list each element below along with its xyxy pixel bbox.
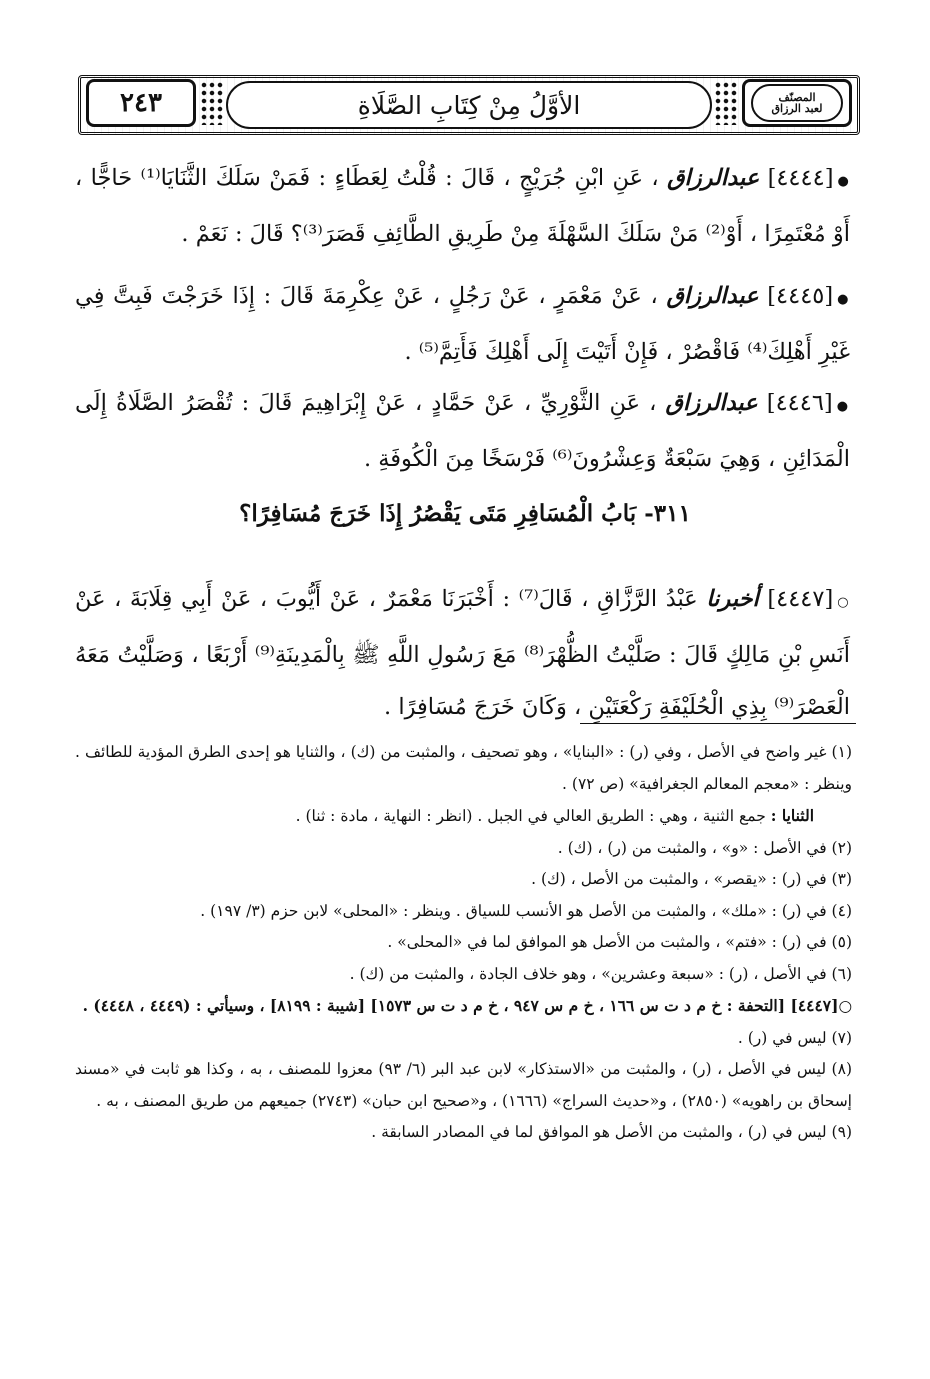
ornament-icon <box>714 81 738 125</box>
chapter-title: ٣١١- بَابُ الْمُسَافِرِ مَتَى يَقْصُرُ إِذَا خَرَجَ مُسَافِرًا؟ <box>239 500 691 527</box>
definition-term: الثنايا : <box>770 806 814 825</box>
footnote-8: (٨) ليس في الأصل ، (ر) ، والمثبت من «الاستذكار» لابن عبد البر (٦/ ٩٣) معزوا للمصنف ، به ، وكذا هو ثابت في «مسند إسحاق بن راهويه» (٢٨٥٠) ، و«حديث السراج» (١٦٦٦) ، و«صحيح ابن حبان» (٢٧٤٣) جميعهم من طريق المصنف ، به . <box>75 1060 852 1110</box>
footnote-1: (١) غير واضح في الأصل ، وفي (ر) : «البنايا» ، وهو تصحيف ، والمثبت من (ك) ، والثنايا هو إحدى الطرق المؤدية للطائف . وينظر : «معجم المعالم الجغرافية» (ص ٧٢) . <box>75 743 852 793</box>
header-title-frame <box>226 81 712 129</box>
bullet-icon: ● <box>836 399 850 414</box>
entry-text: ، عَنِ الثَّوْرِيِّ ، عَنْ حَمَّادٍ ، عَنْ إِبْرَاهِيمَ قَالَ : تُقْصَرُ الصَّلَاةُ إِلَى الْمَدَائِنِ ، وَهِيَ سَبْعَةٌ وَعِشْرُونَ⁽⁶⁾ فَرْسَخًا مِنَ الْكُوفَةِ . <box>75 390 850 472</box>
footnote-7: (٧) ليس في (ر) . <box>737 1028 852 1047</box>
entry-author: عبدالرزاق <box>666 283 759 309</box>
page-number-badge <box>86 79 196 127</box>
header-title: الأوَّلُ مِنْ كِتَابِ الصَّلَاةِ <box>357 90 581 120</box>
circle-bullet-icon: ○ <box>837 595 850 610</box>
book-logo <box>742 79 852 127</box>
definition-text: جمع الثنية ، وهي : الطريق العالي في الجبل . (انظر : النهاية ، مادة : ثنا) . <box>295 807 766 825</box>
entry-number: [٤٤٤٦] <box>766 390 833 416</box>
entry-number: [٤٤٤٤] <box>767 165 834 191</box>
footnote-1-definition <box>75 800 852 833</box>
page-header <box>78 75 860 135</box>
footnote-4: (٤) في (ر) : «ملك» ، والمثبت من الأصل هو الأنسب للسياق . وينظر : «المحلى» لابن حزم (٣/ ١٩٧) . <box>200 901 852 920</box>
footnotes <box>75 737 852 1149</box>
entry-text: ، عَنْ مَعْمَرٍ ، عَنْ رَجُلٍ ، عَنْ عِكْرِمَةَ قَالَ : إِذَا خَرَجْتَ فَبِتَّ فِي غَيْرِ أَهْلِكَ⁽⁴⁾ فَاقْصُرْ ، فَإِنْ أَتَيْتَ إِلَى أَهْلِكَ فَأَتِمَّ⁽⁵⁾ . <box>75 283 850 365</box>
circle-bullet-icon: ○ <box>838 997 852 1015</box>
bullet-icon: ● <box>837 174 851 189</box>
page-number: ٢٤٣ <box>120 88 162 118</box>
takhrij-text: [٤٤٤٧] [التحفة : خ م د ت س ١٦٦ ، خ م س ٩٤٧ ، خ م د ت س ١٥٧٣] [شيبة : ٨١٩٩] ، وسيأتي : (٤٤٤٩ ، ٤٤٤٨) . <box>82 996 839 1015</box>
hadith-entry-4444 <box>75 152 850 260</box>
footnote-2: (٢) في الأصل : «و» ، والمثبت من (ر) ، (ك) . <box>557 838 852 857</box>
ornament-icon <box>200 81 224 125</box>
logo-line-2: لعبد الرزاق <box>771 102 823 115</box>
footnote-divider <box>580 723 856 724</box>
hadith-entry-4445 <box>75 270 850 378</box>
entry-author: أخبرنا <box>706 586 759 612</box>
footnote-6: (٦) في الأصل ، (ر) : «سبعة وعشرين» ، وهو خلاف الجادة ، والمثبت من (ك) . <box>349 964 852 983</box>
bullet-icon: ● <box>837 292 851 307</box>
entry-author: عبدالرزاق <box>667 165 760 191</box>
entry-author: عبدالرزاق <box>665 390 758 416</box>
logo-line-1: المصنّف <box>778 91 816 104</box>
entry-text: عَبْدُ الرَّزَّاقِ ، قَالَ⁽⁷⁾ : أَخْبَرَنَا مَعْمَرٌ ، عَنْ أَيُّوبَ ، عَنْ أَبِي قِلَابَةَ ، عَنْ أَنَسِ بْنِ مَالِكٍ قَالَ : صَلَّيْتُ الظُّهْرَ⁽⁸⁾ مَعَ رَسُولِ اللَّهِ ﷺ بِالْمَدِينَةِ⁽⁹⁾ أَرْبَعًا ، وَصَلَّيْتُ مَعَهُ الْعَصْرَ⁽⁹⁾ بِذِي الْحُلَيْفَةِ رَكْعَتَيْنِ ، وَكَانَ خَرَجَ مُسَافِرًا . <box>75 586 850 720</box>
entry-number: [٤٤٤٥] <box>767 283 834 309</box>
footnote-3: (٣) في (ر) : «يقصر» ، والمثبت من الأصل ، (ك) . <box>531 870 852 888</box>
entry-text: ، عَنِ ابْنِ جُرَيْجٍ ، قَالَ : قُلْتُ لِعَطَاءٍ : فَمَنْ سَلَكَ الثَّنَايَا⁽¹⁾ حَاجًّا ، أَوْ مُعْتَمِرًا ، أَوْ⁽²⁾ مَنْ سَلَكَ السَّهْلَةَ مِنْ طَرِيقِ الطَّائِفِ قَصَرَ⁽³⁾؟ قَالَ : نَعَمْ . <box>75 165 850 247</box>
hadith-entry-4446 <box>75 377 850 485</box>
takhrij-note <box>75 990 852 1023</box>
footnote-5: (٥) في (ر) : «فتم» ، والمثبت من الأصل هو الموافق لما في «المحلى» . <box>387 933 852 951</box>
logo-emblem <box>751 84 843 122</box>
footnote-9: (٩) ليس في (ر) ، والمثبت من الأصل هو الموافق لما في المصادر السابقة . <box>371 1123 852 1141</box>
entry-number: [٤٤٤٧] <box>767 586 834 612</box>
hadith-entry-4447 <box>75 573 850 733</box>
